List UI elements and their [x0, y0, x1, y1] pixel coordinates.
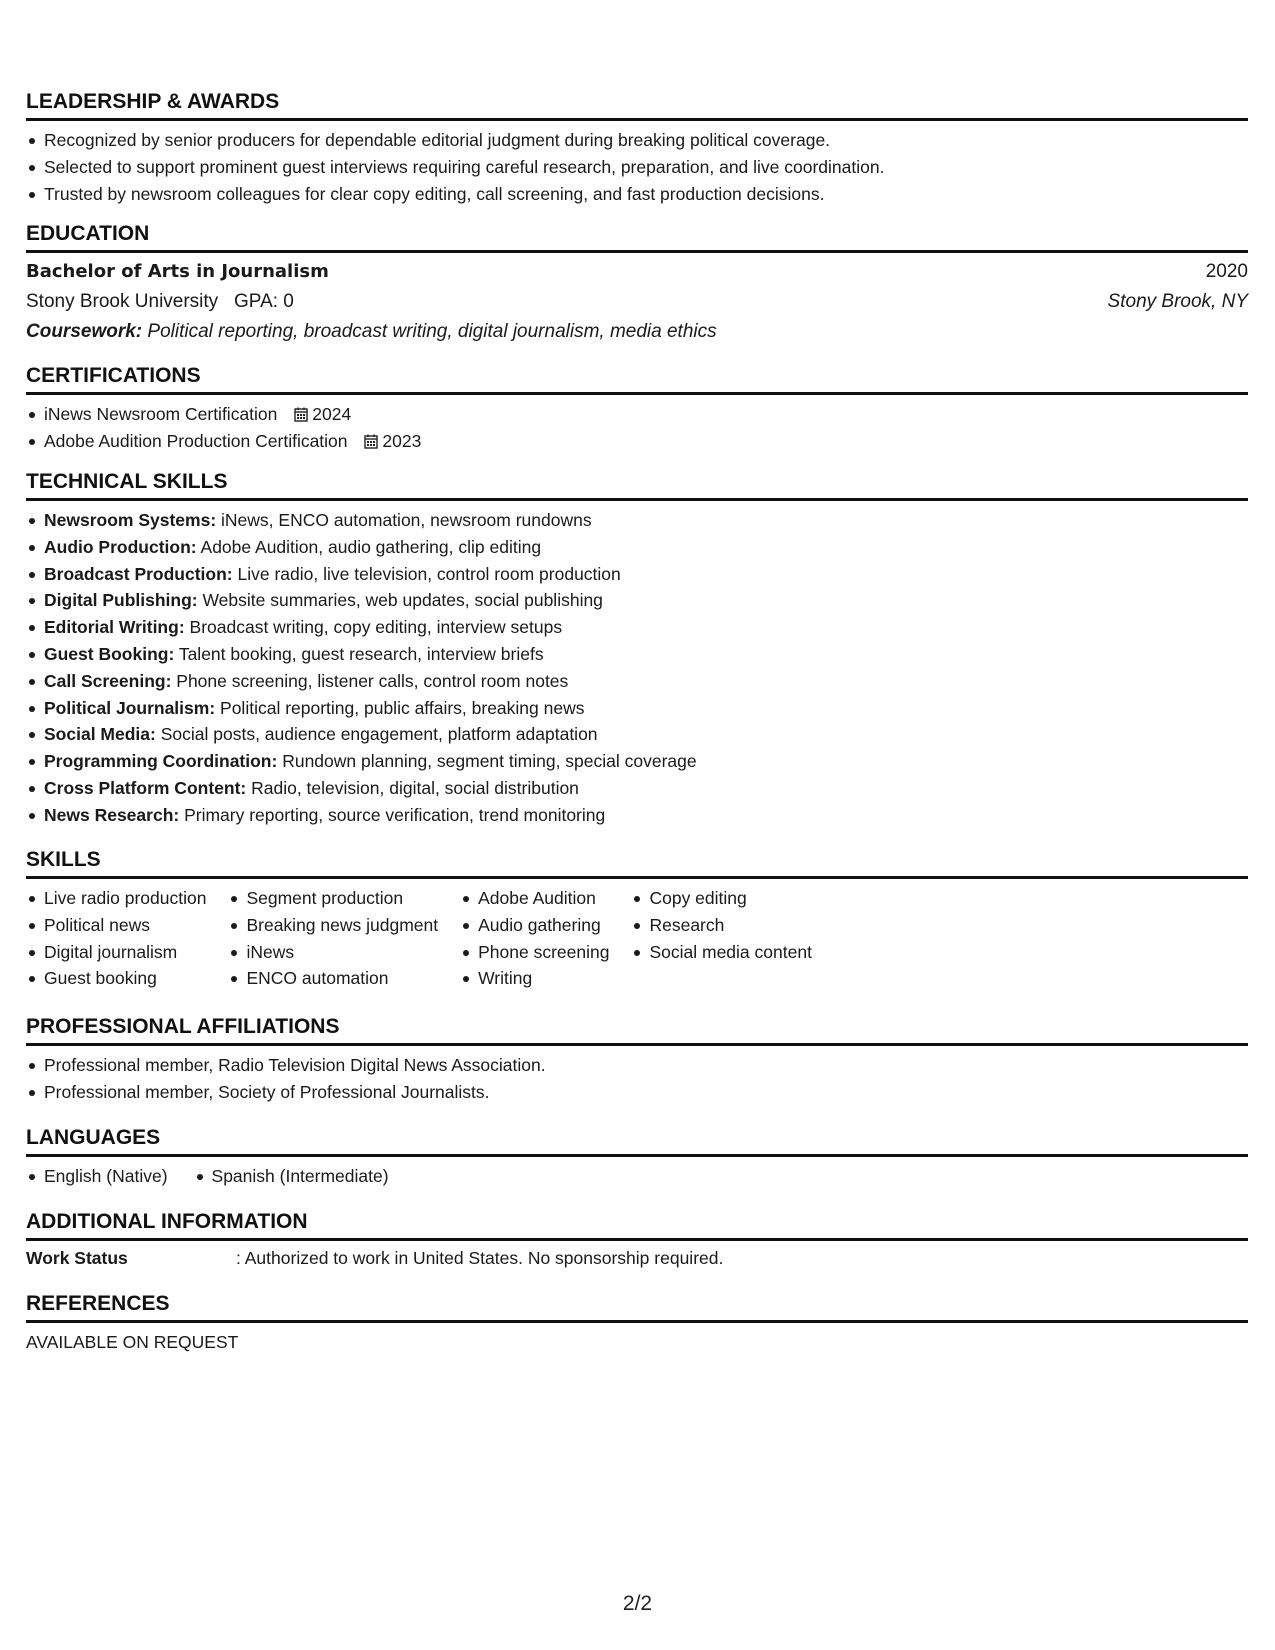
education-degree-row — [26, 257, 1248, 287]
school: Stony Brook University — [26, 291, 219, 312]
list-item: Political news — [26, 912, 206, 939]
section-languages — [26, 1124, 1248, 1190]
skill-category: Call Screening: — [44, 670, 172, 691]
list-item — [26, 534, 1248, 561]
education-school-row — [26, 287, 1248, 317]
list-item: Spanish (Intermediate) — [194, 1163, 389, 1190]
list-item: Professional member, Society of Professional Journalists. — [26, 1079, 1248, 1106]
skill-detail: Broadcast writing, copy editing, interview setups — [189, 617, 563, 638]
skill-detail: Political reporting, public affairs, breaking news — [220, 697, 585, 718]
work-status-row — [26, 1244, 1248, 1272]
coursework: Political reporting, broadcast writing, digital journalism, media ethics — [147, 321, 717, 342]
section-certifications — [26, 362, 1248, 455]
coursework-row — [26, 317, 1248, 347]
skill-detail: Radio, television, digital, social distribution — [251, 777, 579, 798]
calendar-icon — [364, 434, 378, 449]
section-title: LANGUAGES — [26, 1124, 1248, 1157]
list-item — [26, 668, 1248, 695]
section-technical-skills — [26, 468, 1248, 829]
skill-detail: Social posts, audience engagement, platform adaptation — [160, 724, 598, 745]
list-item: Trusted by newsroom colleagues for clear copy editing, call screening, and fast production decisions. — [26, 181, 1248, 208]
leadership-list — [26, 127, 1248, 207]
skill-category: Political Journalism: — [44, 697, 216, 718]
skills-column — [26, 885, 206, 992]
skill-category: Cross Platform Content: — [44, 777, 247, 798]
references-text: AVAILABLE ON REQUEST — [26, 1332, 239, 1352]
list-item: Digital journalism — [26, 939, 206, 966]
skill-detail: Website summaries, web updates, social publishing — [202, 590, 603, 611]
section-title: EDUCATION — [26, 220, 1248, 253]
list-item: Phone screening — [460, 939, 609, 966]
section-references — [26, 1290, 1248, 1356]
coursework-label: Coursework: — [26, 321, 143, 342]
certification-year: 2024 — [312, 404, 352, 424]
skill-category: Editorial Writing: — [44, 617, 185, 638]
list-item: ENCO automation — [228, 965, 438, 992]
list-item: Recognized by senior producers for dependable editorial judgment during breaking political coverage. — [26, 127, 1248, 154]
list-item: Segment production — [228, 885, 438, 912]
section-affiliations — [26, 1013, 1248, 1106]
skills-columns — [26, 885, 1248, 992]
skill-category: Guest Booking: — [44, 643, 175, 664]
list-item: Professional member, Radio Television Digital News Association. — [26, 1052, 1248, 1079]
skill-detail: Adobe Audition, audio gathering, clip editing — [200, 536, 542, 557]
list-item — [26, 428, 1248, 455]
skill-detail: Phone screening, listener calls, control room notes — [176, 670, 569, 691]
skill-category: Digital Publishing: — [44, 590, 198, 611]
technical-skills-list — [26, 507, 1248, 829]
skill-detail: Live radio, live television, control room production — [237, 563, 621, 584]
skill-category: Audio Production: — [44, 536, 197, 557]
list-item — [26, 641, 1248, 668]
certification-name: iNews Newsroom Certification — [44, 404, 278, 424]
list-item — [26, 748, 1248, 775]
list-item — [26, 561, 1248, 588]
certification-name: Adobe Audition Production Certification — [44, 430, 348, 451]
section-title: PROFESSIONAL AFFILIATIONS — [26, 1013, 1248, 1046]
skill-category: Social Media: — [44, 724, 156, 745]
skill-detail: Rundown planning, segment timing, special coverage — [282, 751, 697, 772]
section-leadership — [26, 88, 1248, 207]
list-item: Research — [631, 912, 811, 939]
list-item: Social media content — [631, 939, 811, 966]
list-item: Live radio production — [26, 885, 206, 912]
languages-list — [26, 1163, 1248, 1190]
list-item — [26, 614, 1248, 641]
list-item: English (Native) — [26, 1163, 168, 1190]
section-additional-information — [26, 1208, 1248, 1272]
work-status-value: : Authorized to work in United States. No sponsorship required. — [236, 1248, 724, 1268]
list-item: Selected to support prominent guest interviews requiring careful research, preparation, and live coordination. — [26, 154, 1248, 181]
list-item — [26, 775, 1248, 802]
list-item — [26, 695, 1248, 722]
list-item: Breaking news judgment — [228, 912, 438, 939]
list-item: Guest booking — [26, 965, 206, 992]
skill-detail: Primary reporting, source verification, trend monitoring — [184, 804, 606, 825]
skills-column — [228, 885, 438, 992]
graduation-year: 2020 — [1205, 261, 1248, 282]
skills-column — [631, 885, 811, 992]
list-item: Adobe Audition — [460, 885, 609, 912]
list-item — [26, 721, 1248, 748]
skill-category: News Research: — [44, 804, 180, 825]
affiliations-list — [26, 1052, 1248, 1106]
calendar-icon — [294, 407, 308, 422]
list-item: Audio gathering — [460, 912, 609, 939]
section-skills — [26, 846, 1248, 992]
list-item: iNews — [228, 939, 438, 966]
page-number: 2/2 — [622, 1592, 653, 1615]
section-title: TECHNICAL SKILLS — [26, 468, 1248, 501]
list-item: Copy editing — [631, 885, 811, 912]
list-item — [26, 507, 1248, 534]
skill-category: Broadcast Production: — [44, 563, 233, 584]
skill-category: Newsroom Systems: — [44, 510, 217, 530]
skill-detail: Talent booking, guest research, interview briefs — [178, 643, 544, 664]
section-title: ADDITIONAL INFORMATION — [26, 1208, 1248, 1241]
work-status-label: Work Status — [26, 1248, 128, 1268]
skill-category: Programming Coordination: — [44, 751, 278, 772]
certifications-list — [26, 401, 1248, 455]
section-title: REFERENCES — [26, 1290, 1248, 1323]
gpa: GPA: 0 — [234, 291, 294, 312]
list-item: Writing — [460, 965, 609, 992]
list-item — [26, 587, 1248, 614]
school-location: Stony Brook, NY — [1107, 291, 1248, 312]
section-education — [26, 220, 1248, 347]
skills-column — [460, 885, 609, 992]
section-title: LEADERSHIP & AWARDS — [26, 88, 1248, 121]
skill-detail: iNews, ENCO automation, newsroom rundowns — [221, 510, 592, 530]
list-item — [26, 401, 1248, 428]
section-title: CERTIFICATIONS — [26, 362, 1248, 395]
certification-year: 2023 — [382, 430, 422, 451]
section-title: SKILLS — [26, 846, 1248, 879]
list-item — [26, 802, 1248, 829]
degree: Bachelor of Arts in Journalism — [26, 261, 329, 282]
